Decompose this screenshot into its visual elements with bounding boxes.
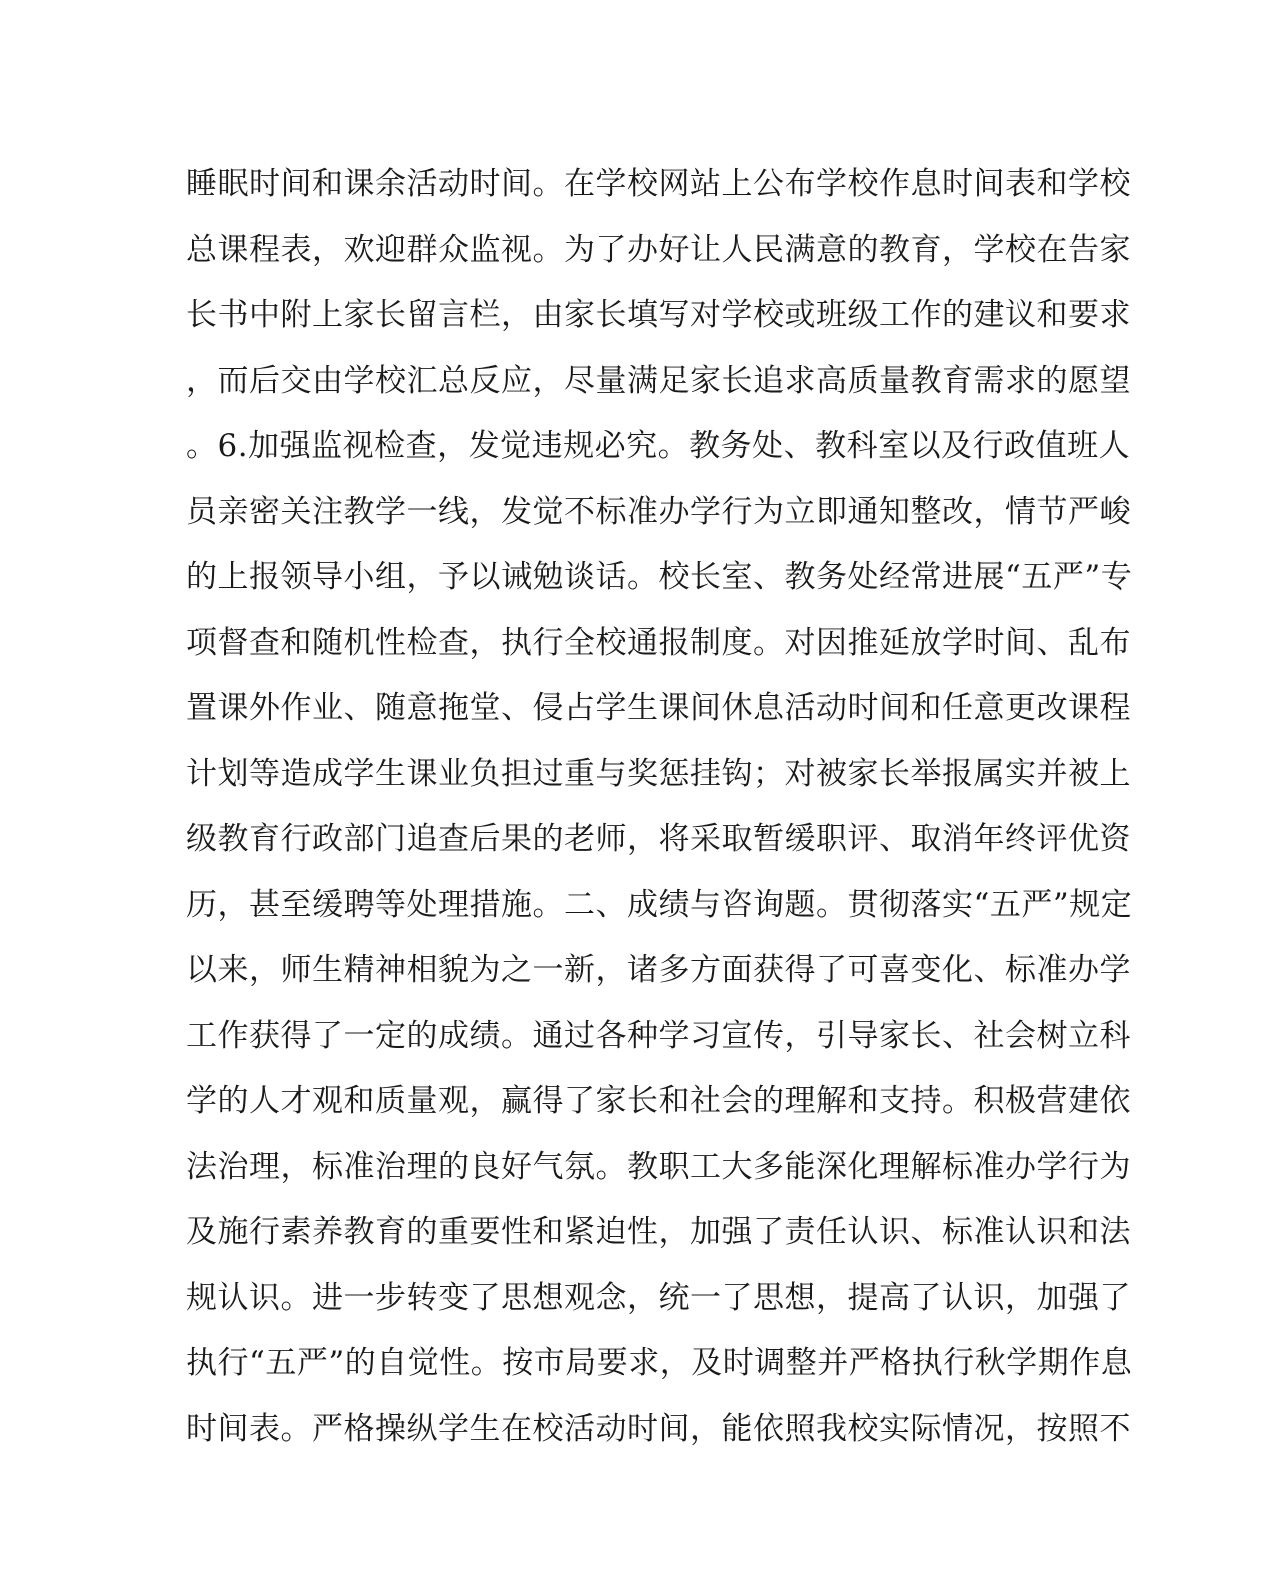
text-line: 级教育行政部门追查后果的老师，将采取暂缓职评、取消年终评优资 [186, 821, 1131, 857]
text-line: 学的人才观和质量观，赢得了家长和社会的理解和支持。积极营建依 [186, 1083, 1131, 1119]
text-line: 规认识。进一步转变了思想观念，统一了思想，提高了认识，加强了 [186, 1279, 1131, 1316]
text-line: 的上报领导小组，予以诫勉谈话。校长室、教务处经常进展“五严”专 [186, 559, 1133, 595]
text-line: 。6.加强监视检查，发觉违规必究。教务处、教科室以及行政值班人 [186, 428, 1131, 464]
text-line: 总课程表，欢迎群众监视。为了办好让人民满意的教育，学校在告家 [186, 231, 1131, 268]
text-line: ，而后交由学校汇总反应，尽量满足家长追求高质量教育需求的愿望 [186, 362, 1131, 399]
text-line: 长书中附上家长留言栏，由家长填写对学校或班级工作的建议和要求 [186, 297, 1131, 333]
text-line: 员亲密关注教学一线，发觉不标准办学行为立即通知整改，情节严峻 [186, 493, 1131, 530]
text-line: 以来，师生精神相貌为之一新，诸多方面获得了可喜变化、标准办学 [186, 952, 1131, 988]
text-line: 睡眠时间和课余活动时间。在学校网站上公布学校作息时间表和学校 [186, 166, 1131, 202]
text-line: 历，甚至缓聘等处理措施。二、成绩与咨询题。贯彻落实“五严”规定 [186, 886, 1133, 923]
text-line: 及施行素养教育的重要性和紧迫性，加强了责任认识、标准认识和法 [186, 1214, 1131, 1250]
text-line: 计划等造成学生课业负担过重与奖惩挂钩；对被家长举报属实并被上 [186, 755, 1131, 792]
text-line: 工作获得了一定的成绩。通过各种学习宣传，引导家长、社会树立科 [186, 1017, 1131, 1054]
text-line: 执行“五严”的自觉性。按市局要求，及时调整并严格执行秋学期作息 [186, 1345, 1133, 1381]
text-line: 项督查和随机性检查，执行全校通报制度。对因推延放学时间、乱布 [186, 624, 1131, 661]
text-line: 时间表。严格操纵学生在校活动时间，能依照我校实际情况，按照不 [186, 1410, 1131, 1447]
text-line: 置课外作业、随意拖堂、侵占学生课间休息活动时间和任意更改课程 [186, 690, 1131, 726]
body-text [186, 152, 1133, 1462]
text-line: 法治理，标准治理的良好气氛。教职工大多能深化理解标准办学行为 [186, 1148, 1131, 1185]
